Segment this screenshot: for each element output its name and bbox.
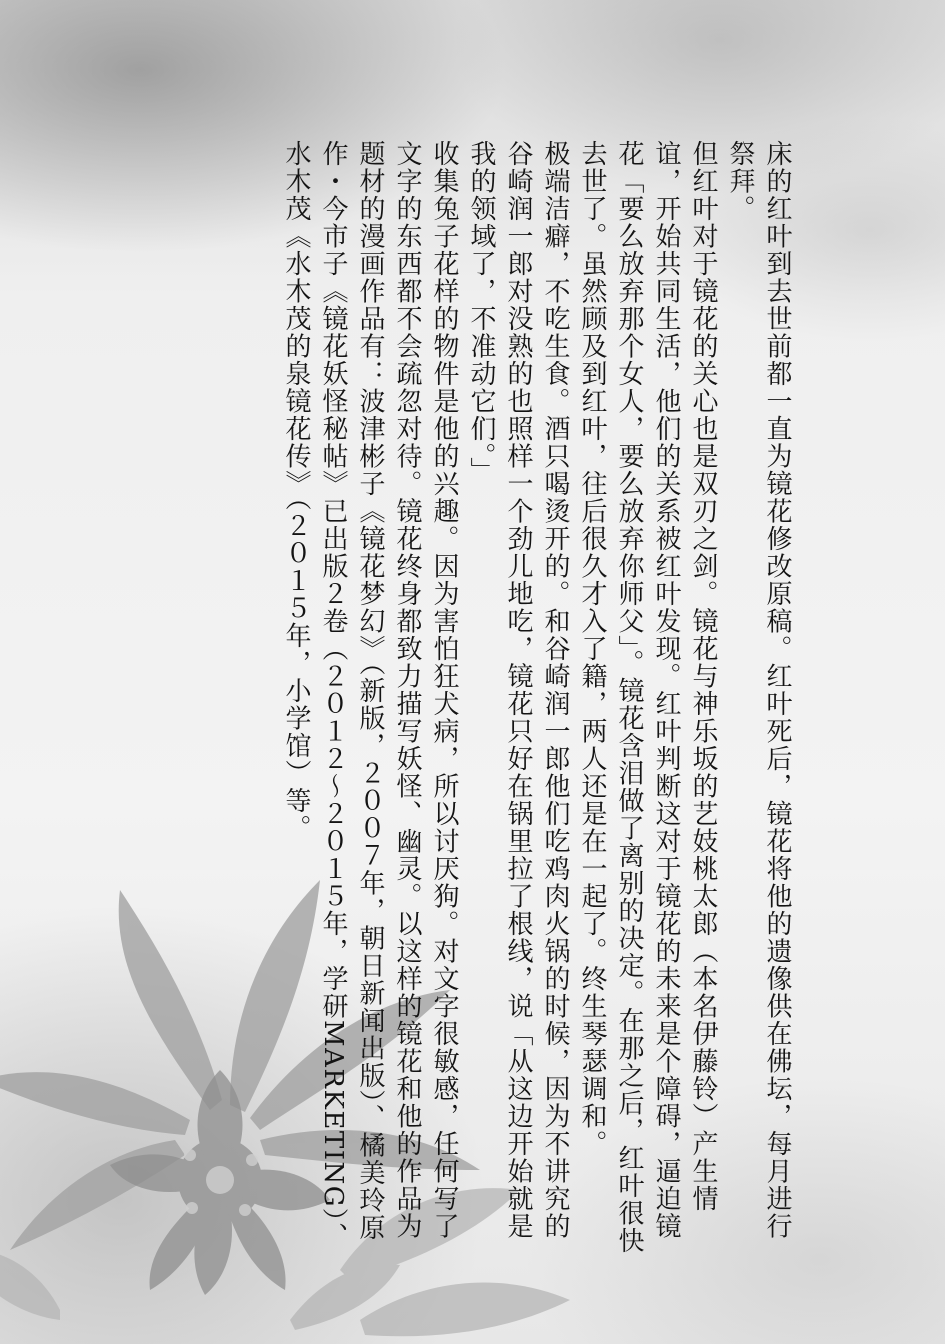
paragraph: 床的红叶到去世前都一直为镜花修改原稿。红叶死后，镜花将他的遗像供在佛坛，每月进行祭拜。 [725, 140, 792, 1240]
vertical-text-body [277, 140, 795, 1260]
paragraph: 但红叶对于镜花的关心也是双刃之剑。镜花与神乐坂的艺妓桃太郎（本名伊藤铃）产生情谊，开始共同生活，他们的关系被红叶发现。红叶判断这对于镜花的未来是个障碍，逼迫镜花「要么放弃那个女人，要么放弃你师父」。镜花含泪做了离别的决定。在那之后，红叶很快去世了。虽然顾及到红叶，往后很久才入了籍，两人还是在一起了。终生琴瑟调和。 [577, 140, 718, 1255]
paragraph: 极端洁癖，不吃生食。酒只喝烫开的。和谷崎润一郎他们吃鸡肉火锅的时候，因为不讲究的谷崎润一郎对没熟的也照样一个劲儿地吃，镜花只好在锅里拉了根线，说「从这边开始就是我的领域了，不准动它们。」 [466, 140, 570, 1240]
paragraph: 收集兔子花样的物件是他的兴趣。因为害怕狂犬病，所以讨厌狗。对文字很敏感，任何写了文字的东西都不会疏忽对待。镜花终身都致力描写妖怪、幽灵。以这样的镜花和他的作品为题材的漫画作品有：波津彬子《镜花梦幻》（新版，２００７年，朝日新闻出版）、橘美玲原作・今市子《镜花妖怪秘帖》已出版２卷（２０１２～２０１５年，学研MARKETING）、水木茂《水木茂的泉镜花传》（２０１５年，小学馆）等。 [281, 140, 459, 1251]
